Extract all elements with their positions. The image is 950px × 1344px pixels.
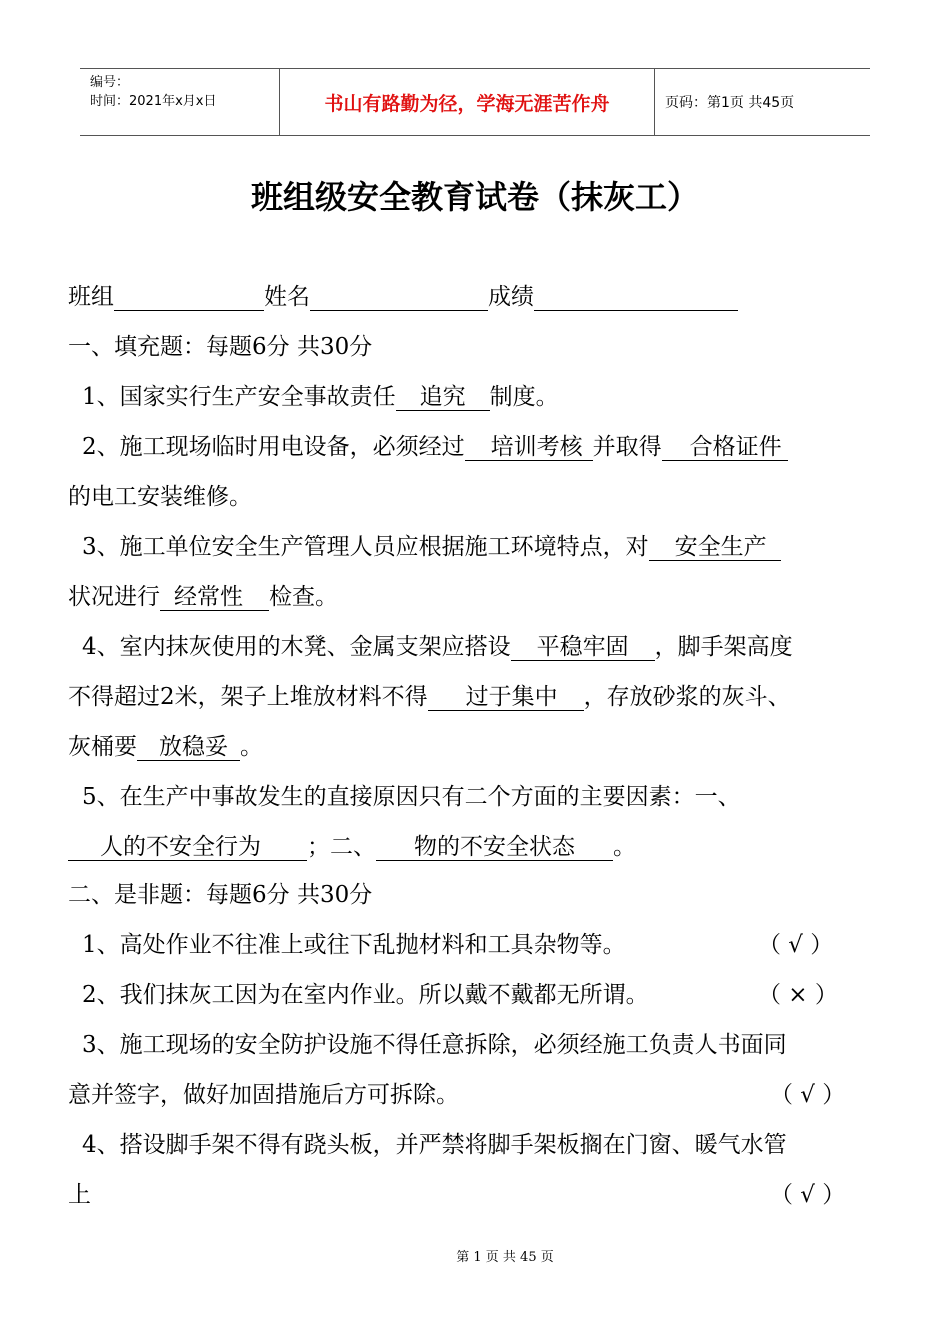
s1-q3-answer-2: 经常性 <box>160 585 269 611</box>
s1-question-1: 1、国家实行生产安全事故责任 追究 制度。 <box>82 384 559 410</box>
info-line <box>68 278 738 311</box>
s1-question-4: 4、室内抹灰使用的木凳、金属支架应搭设 平稳牢固 ，脚手架高度 <box>82 634 793 660</box>
section1-heading: 一、填充题：每题6分 共30分 <box>68 334 373 360</box>
s2-question-3: 3、施工现场的安全防护设施不得任意拆除，必须经施工负责人书面同 <box>82 1032 787 1058</box>
number-label: 编号： <box>90 75 130 90</box>
section2-heading: 二、是非题：每题6分 共30分 <box>68 882 373 908</box>
s2-q2-mark: （ × ） <box>758 982 838 1008</box>
score-label: 成绩 <box>488 284 534 310</box>
s2-q1-mark: （ √ ） <box>758 932 834 958</box>
header-page-label: 页码：第1页 共45页 <box>665 95 795 111</box>
name-blank[interactable] <box>310 285 488 311</box>
s2-question-4: 4、搭设脚手架不得有跷头板，并严禁将脚手架板搁在门窗、暖气水管 <box>82 1132 787 1158</box>
s2-q4-mark: （ √ ） <box>770 1182 846 1208</box>
s2-question-1: 1、高处作业不往准上或往下乱抛材料和工具杂物等。 <box>82 932 626 958</box>
s1-question-2: 2、施工现场临时用电设备，必须经过 培训考核 并取得 合格证件 <box>82 428 788 461</box>
s2-q3-mark: （ √ ） <box>770 1082 846 1108</box>
s2-question-4-cont: 上 <box>68 1182 91 1208</box>
s1-q3-answer-1: 安全生产 <box>649 535 781 561</box>
header-meta <box>80 69 280 135</box>
s1-question-4-cont2: 灰桶要 放稳妥 。 <box>68 734 263 760</box>
s1-q4-answer-1: 平稳牢固 <box>511 635 655 661</box>
s1-question-3: 3、施工单位安全生产管理人员应根据施工环境特点，对 安全生产 <box>82 528 781 561</box>
s1-q4-answer-2: 过于集中 <box>428 685 584 711</box>
s2-question-3-cont: 意并签字，做好加固措施后方可拆除。 <box>68 1082 459 1108</box>
s1-q5-answer-1: 人的不安全行为 <box>68 835 307 861</box>
s1-question-5-cont: 人的不安全行为 ；二、 物的不安全状态 。 <box>68 828 636 861</box>
s1-q5-answer-2: 物的不安全状态 <box>376 835 613 861</box>
s1-q4-answer-3: 放稳妥 <box>137 735 240 761</box>
s1-question-3-cont: 状况进行 经常性 检查。 <box>68 584 338 610</box>
s2-question-2: 2、我们抹灰工因为在室内作业。所以戴不戴都无所谓。 <box>82 982 649 1008</box>
team-label: 班组 <box>68 284 114 310</box>
s1-q2-answer-2: 合格证件 <box>662 435 788 461</box>
score-blank[interactable] <box>534 285 738 311</box>
name-label: 姓名 <box>264 284 310 310</box>
page-footer: 第 1 页 共 45 页 <box>456 1250 554 1265</box>
header-motto: 书山有路勤为径，学海无涯苦作舟 <box>280 69 655 135</box>
s1-q2-answer-1: 培训考核 <box>465 435 593 461</box>
s1-question-4-cont: 不得超过2米，架子上堆放材料不得 过于集中 ，存放砂浆的灰斗、 <box>68 684 791 710</box>
s1-q1-answer: 追究 <box>396 385 490 411</box>
team-blank[interactable] <box>114 285 264 311</box>
page-header <box>80 68 870 136</box>
page-title: 班组级安全教育试卷（抹灰工） <box>250 178 699 216</box>
s1-question-5: 5、在生产中事故发生的直接原因只有二个方面的主要因素：一、 <box>82 784 741 810</box>
s1-question-2-cont: 的电工安装维修。 <box>68 484 252 510</box>
time-label: 时间：2021年x月x日 <box>90 94 217 109</box>
